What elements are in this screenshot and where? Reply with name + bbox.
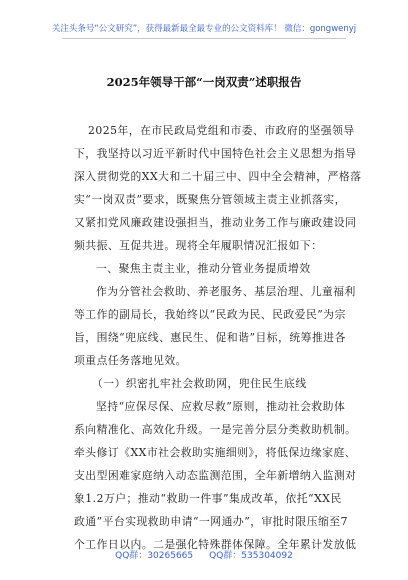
header-divider	[62, 38, 346, 39]
body-line: 支出型困难家庭纳入动态监测范围，全年新增纳入监测对	[74, 469, 357, 482]
body-line: 下，我坚持以习近平新时代中国特色社会主义思想为指导	[74, 147, 357, 160]
document-title: 2025年领导干部“一岗双责”述职报告	[106, 75, 302, 89]
qq-group-1-number: 30265665	[147, 551, 194, 561]
footer-contact	[0, 548, 408, 561]
body-line: 作为分管社会救助、养老服务、基层治理、儿童福利	[96, 285, 356, 298]
subsection-heading: （一）织密扎牢社会救助网，兜住民生底线	[92, 377, 307, 390]
body-line: 个工作日以内。二是强化特殊群体保障。全年累计发放低	[74, 538, 357, 551]
qq-group-2-number: 535304092	[241, 551, 293, 561]
body-line: 牵头修订《XX市社会救助实施细则》，将低保边缘家庭、	[74, 446, 357, 459]
qq-group-2	[209, 551, 293, 561]
body-line: 旨，围绕“兜底线、惠民生、促和谐”目标，统筹推进各	[74, 331, 346, 344]
body-line: 频共振、互促共进。现将全年履职情况汇报如下：	[74, 239, 323, 252]
body-line: 象1.2万户；推动“救助一件事”集成改革，依托“XX民	[74, 492, 342, 505]
section-heading: 一、聚焦主责主业，推动分管业务提质增效	[96, 262, 311, 275]
header-banner: 关注头条号“公文研究”，获得最新最全最专业的公文资料库！ 微信：gongwenyj	[51, 24, 357, 34]
body-line: 等工作的副局长，我始终以“民政为民、民政爱民”为宗	[74, 308, 346, 321]
qq-group-2-label: QQ群：	[209, 551, 242, 561]
body-line: 2025年，在市民政局党组和市委、市政府的坚强领导	[88, 124, 355, 137]
qq-group-1-label: QQ群：	[115, 551, 148, 561]
body-line: 深入贯彻党的XX大和二十届三中、四中全会精神，严格落	[74, 170, 362, 183]
body-line: 又紧扣党风廉政建设强担当，推动业务工作与廉政建设同	[74, 216, 357, 229]
body-line: 政通”平台实现救助申请“一网通办”，审批时限压缩至7	[74, 515, 348, 528]
body-line: 坚持“应保尽保、应救尽救”原则，推动社会救助体	[96, 400, 346, 413]
body-line: 实“一岗双责”要求，既聚焦分管领域主责主业抓落实，	[74, 193, 346, 206]
body-line: 系向精准化、高效化升级。一是完善分层分类救助机制。	[74, 423, 357, 436]
qq-group-1	[115, 551, 193, 561]
body-line: 项重点任务落地见效。	[74, 354, 187, 367]
